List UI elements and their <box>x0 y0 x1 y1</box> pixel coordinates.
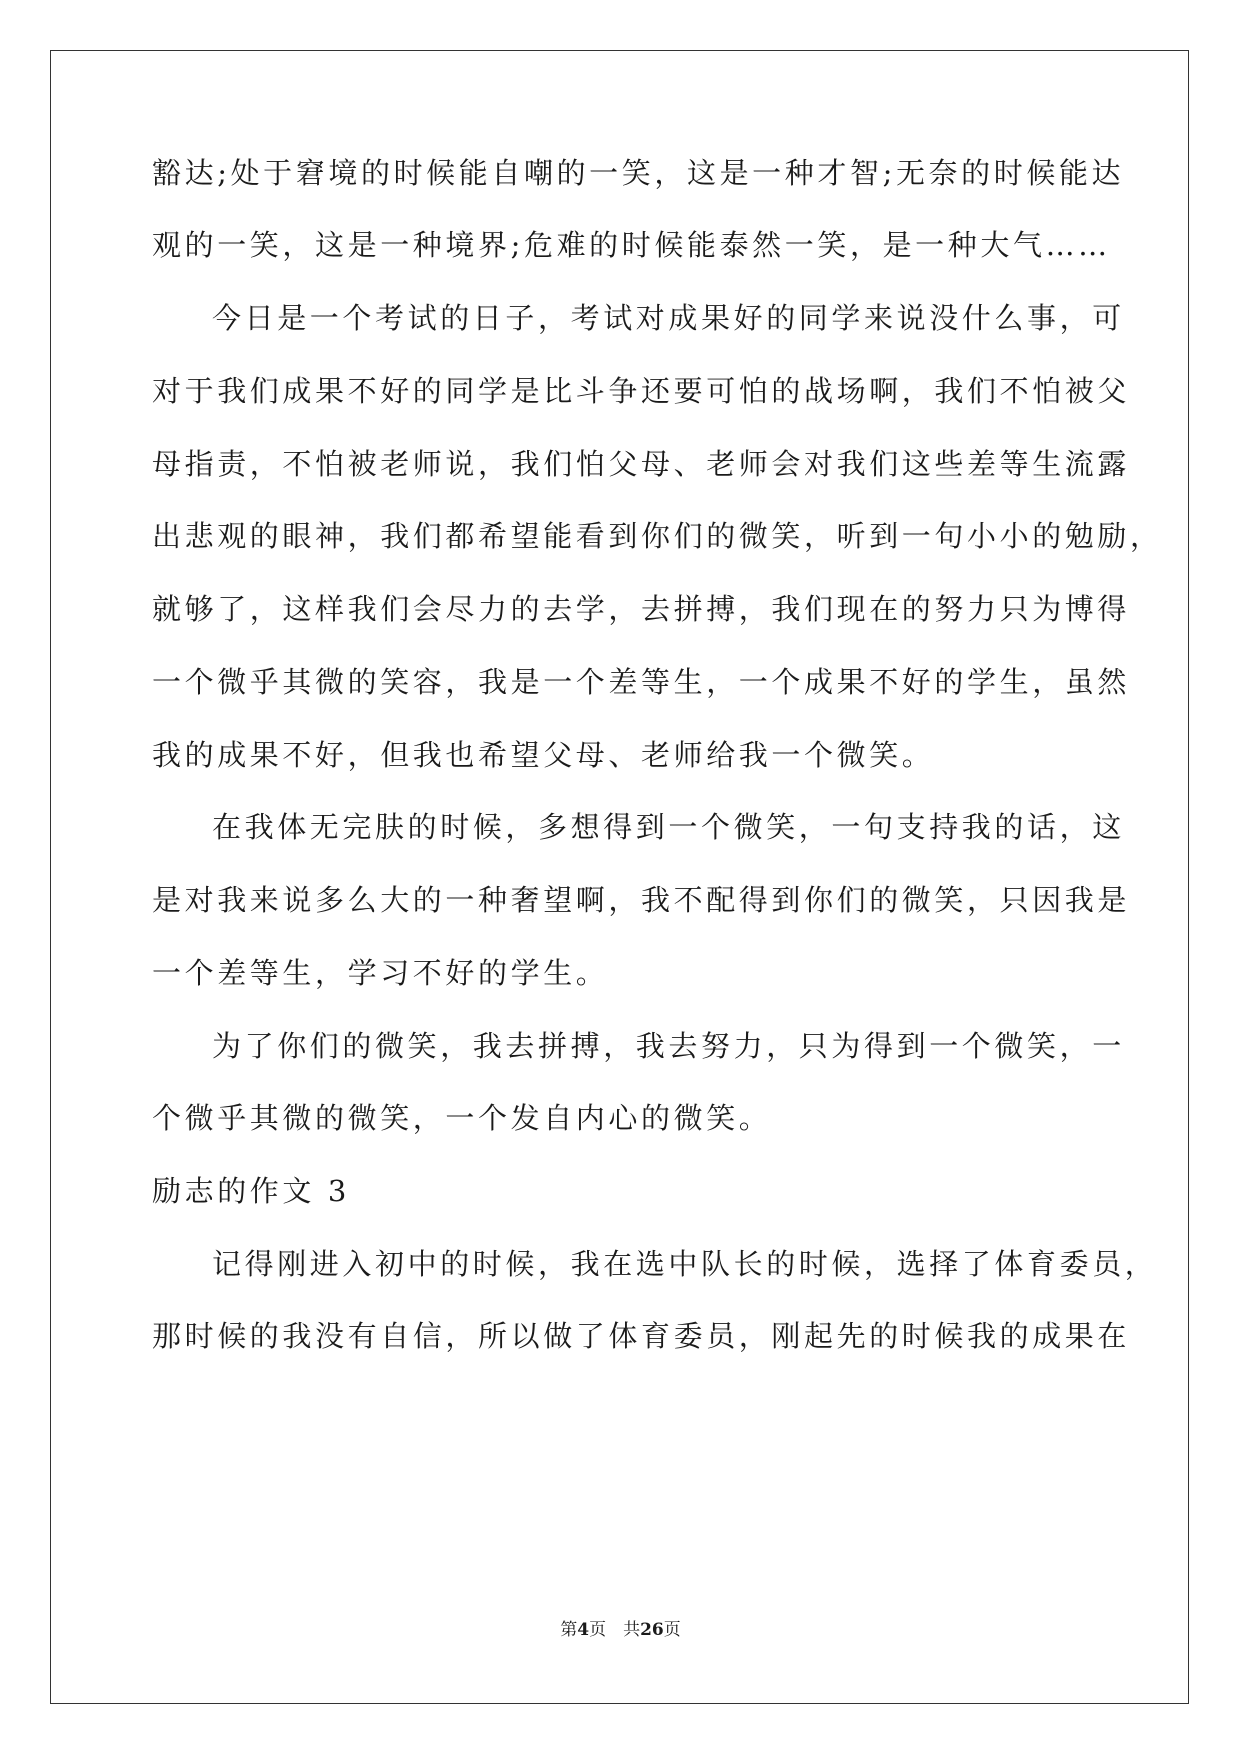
text-line: 是对我来说多么大的一种奢望啊，我不配得到你们的微笑，只因我是 <box>152 883 1131 917</box>
footer-suffix: 页 <box>663 1620 681 1640</box>
page-footer <box>0 1615 1241 1640</box>
text-line: 一个微乎其微的笑容，我是一个差等生，一个成果不好的学生，虽然 <box>152 665 1131 699</box>
paragraph-start-line: 在我体无完肤的时候，多想得到一个微笑，一句支持我的话，这 <box>212 810 1125 844</box>
text-line: 我的成果不好，但我也希望父母、老师给我一个微笑。 <box>152 738 935 772</box>
text-line: 母指责，不怕被老师说，我们怕父母、老师会对我们这些差等生流露 <box>152 447 1131 481</box>
paragraph-start-line: 为了你们的微笑，我去拼搏，我去努力，只为得到一个微笑，一 <box>212 1029 1125 1063</box>
text-line: 那时候的我没有自信，所以做了体育委员，刚起先的时候我的成果在 <box>152 1319 1131 1353</box>
paragraph-start-line: 今日是一个考试的日子，考试对成果好的同学来说没什么事，可 <box>212 301 1125 335</box>
footer-middle: 页 共 <box>589 1620 641 1640</box>
text-line: 对于我们成果不好的同学是比斗争还要可怕的战场啊，我们不怕被父 <box>152 374 1131 408</box>
text-line: 一个差等生，学习不好的学生。 <box>152 956 609 990</box>
text-line: 就够了，这样我们会尽力的去学，去拼搏，我们现在的努力只为博得 <box>152 592 1131 626</box>
text-line: 豁达;处于窘境的时候能自嘲的一笑，这是一种才智;无奈的时候能达 <box>152 156 1125 190</box>
total-pages-number: 26 <box>640 1620 664 1640</box>
text-line: 出悲观的眼神，我们都希望能看到你们的微笑，听到一句小小的勉励， <box>152 519 1163 553</box>
text-line: 个微乎其微的微笑，一个发自内心的微笑。 <box>152 1101 772 1135</box>
section-heading: 励志的作文 3 <box>152 1174 350 1208</box>
footer-prefix: 第 <box>560 1620 578 1640</box>
paragraph-start-line: 记得刚进入初中的时候，我在选中队长的时候，选择了体育委员， <box>212 1247 1158 1281</box>
page-frame <box>50 50 1189 1704</box>
text-line: 观的一笑，这是一种境界;危难的时候能泰然一笑，是一种大气…… <box>152 228 1111 262</box>
current-page-number: 4 <box>577 1620 590 1640</box>
